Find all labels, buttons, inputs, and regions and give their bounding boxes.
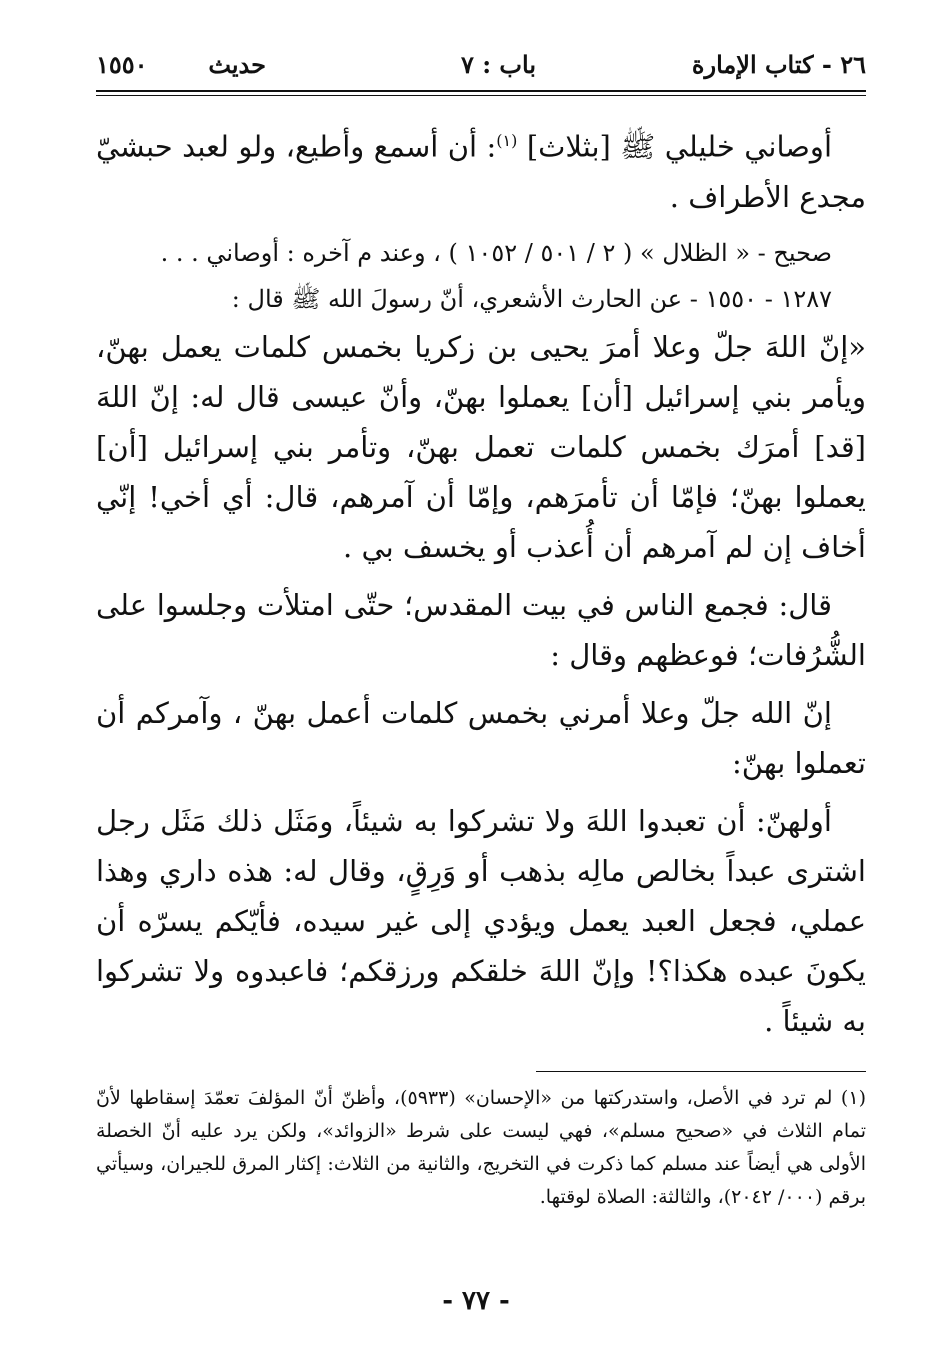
header-rule-thin bbox=[96, 95, 866, 96]
paragraph-hadith: «إنّ اللهَ جلّ وعلا أمرَ يحيى بن زكريا بخمس كلمات يعمل بهنّ، ويأمر بني إسرائيل [أن] يعملوا بهنّ، وأنّ عيسى قال له: إنّ اللهَ [قد] أمرَك بخمس كلمات تعمل بهنّ، وتأمر بني إسرائيل [أن] يعملوا بهنّ؛ فإمّا أن تأمرَهم، وإمّا أن آمرهم، قال: أي أخي! إنّي أخاف إن لم آمرهم أن أُعذب أو يخسف بي . bbox=[96, 329, 866, 564]
paragraph-1: أوصاني خليلي ﷺ [بثلاث] $^{(١)}$: أن أسمع وأطيع، ولو لعبد حبشيّ مجدع الأطراف . bbox=[96, 129, 866, 214]
main-text bbox=[96, 116, 866, 1054]
grading-line: صحيح - « الظلال » ( ٢ / ٥٠١ / ١٠٥٢ ) ، وعند م آخره : أوصاني . . . bbox=[160, 238, 832, 267]
paragraph-gathering: قال: فجمع الناس في بيت المقدس؛ حتّى امتلأت وجلسوا على الشُّرُفات؛ فوعظهم وقال : bbox=[96, 587, 866, 672]
hadith-intro: ١٢٨٧ - ١٥٥٠ - عن الحارث الأشعري، أنّ رسولَ الله ﷺ قال : bbox=[231, 284, 832, 313]
footnote bbox=[96, 1082, 866, 1214]
page-number: - ٧٧ - bbox=[442, 1286, 510, 1316]
header-rule bbox=[96, 90, 866, 92]
footnote-text: (١) لم ترد في الأصل، واستدركتها من «الإحسان» (٥٩٣٣)، وأظنّ أنّ المؤلفَ تعمّدَ إسقاطها لأنّ تمام الثلاث في «صحيح مسلم»، فهي ليست على شرط «الزوائد»، ولكن يرد عليه أنّ الخصلة الأولى هي أيضاً عند مسلم كما ذكرت في التخريج، والثانية من الثلاث: إكثار المرق للجيران، وسيأتي برقم (٠٠٠/ ٢٠٤٢)، والثالثة: الصلاة لوقتها. bbox=[96, 1087, 866, 1208]
bab-label: باب : ٧ bbox=[460, 50, 536, 79]
paragraph-command: إنّ الله جلّ وعلا أمرني بخمس كلمات أعمل بهنّ ، وآمركم أن تعملوا بهنّ: bbox=[96, 695, 866, 780]
chapter-title: ٢٦ - كتاب الإمارة bbox=[691, 50, 866, 79]
paragraph-first: أولهنّ: أن تعبدوا اللهَ ولا تشركوا به شيئاً، ومَثَل ذلك مَثَل رجل اشترى عبداً بخالص مالِه بذهب أو وَرِقٍ، وقال له: هذه داري وهذا عملي، فجعل العبد يعمل ويؤدي إلى غير سيده، فأيّكم يسرّه أن يكونَ عبده هكذا؟! وإنّ اللهَ خلقكم ورزقكم؛ فاعبدوه ولا تشركوا به شيئاً . bbox=[96, 803, 866, 1038]
hadith-number: ١٥٥٠ bbox=[96, 50, 148, 79]
footnote-rule bbox=[536, 1071, 866, 1072]
footnote-ref: (١) bbox=[496, 131, 518, 150]
hadith-label: حديث bbox=[208, 50, 266, 79]
running-header bbox=[96, 50, 866, 86]
